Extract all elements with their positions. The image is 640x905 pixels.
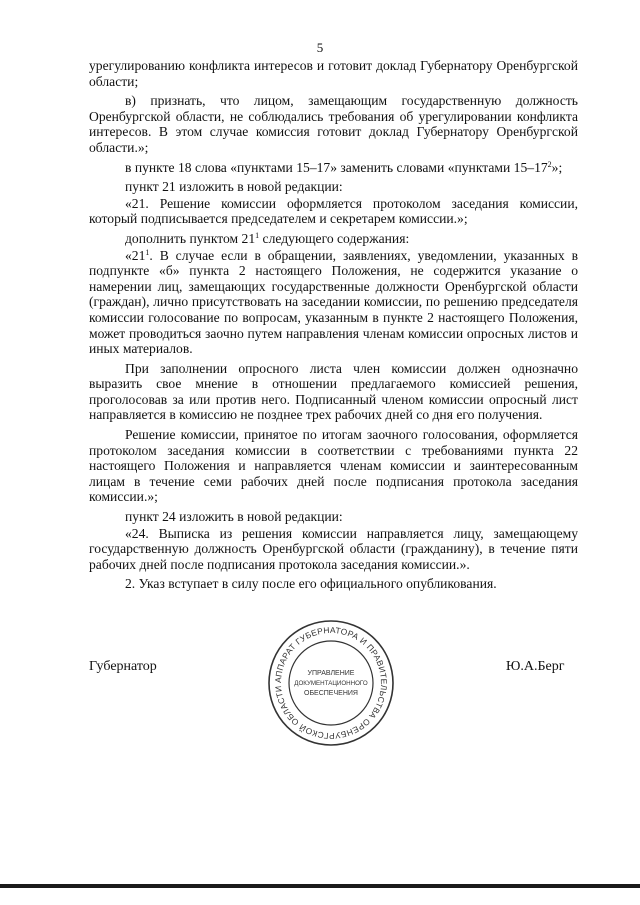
paragraph-text: дополнить пунктом 21 [125,230,256,246]
paragraph: «21. Решение комиссии оформляется протоколом заседания комиссии, который подписывается председателем и секретарем комиссии.»; [89,195,578,227]
paragraph-text: следующего содержания: [259,230,410,246]
signature-title: Губернатор [89,659,157,674]
bottom-border [0,884,640,888]
paragraph [89,231,578,247]
paragraph-text: . В случае если в обращении, заявлениях, уведомлении, указанных в подпункте «б» пункта 2 настоящего Положения, не содержится указание о намерении лиц, замещающих государственные должности Оренбургской области (граждан), лично присутствовать на заседании комиссии, по решению председателя комиссии голосование по вопросам, указанным в пункте 2 настоящего Положения, может проводиться заочно путем направления членам комиссии опросных листов и иных материалов. [89,247,578,357]
paragraph: Решение комиссии, принятое по итогам заочного голосования, оформляется протоколом заседания комиссии в соответствии с требованиями пункта 22 настоящего Положения и направляется членам комиссии и заинтересованным лицам в течение семи рабочих дней после подписания протокола заседания комиссии.»; [89,427,578,505]
superscript: 2 [547,159,552,169]
paragraph: пункт 24 изложить в новой редакции: [125,509,343,525]
paragraph: 2. Указ вступает в силу после его официального опубликования. [125,576,497,592]
paragraph: в) признать, что лицом, замещающим государственную должность Оренбургской области, не соблюдались требования об урегулировании конфликта интересов. В этом случае комиссия готовит доклад Губернатору Оренбургской области.»; [89,93,578,155]
paragraph-text: в пункте 18 слова «пунктами 15–17» заменить словами «пунктами 15–17 [125,159,548,175]
seal-line: УПРАВЛЕНИЕ [307,670,355,677]
paragraph: При заполнении опросного листа член комиссии должен однозначно выразить свое мнение в отношении предлагаемого комиссией решения, проголосовав за или против него. Подписанный членом комиссии опросный лист направляется в комиссию не позднее трех рабочих дней со дня его получения. [89,360,578,423]
paragraph [89,248,578,357]
superscript: 1 [255,230,260,240]
signature-name: Ю.А.Берг [506,659,565,674]
paragraph: пункт 21 изложить в новой редакции: [125,179,343,195]
seal-line: ОБЕСПЕЧЕНИЯ [304,690,358,697]
official-seal [266,618,396,748]
superscript: 1 [145,247,150,257]
seal-ring-text: АППАРАТ ГУБЕРНАТОРА И ПРАВИТЕЛЬСТВА ОРЕНБУРГСКОЙ ОБЛАСТИ [272,624,390,742]
seal-line: ДОКУМЕНТАЦИОННОГО [294,680,368,687]
paragraph-text: »; [551,159,563,175]
page-number: 5 [316,40,324,55]
paragraph [89,160,578,176]
paragraph: урегулированию конфликта интересов и готовит доклад Губернатору Оренбургской области; [89,58,578,89]
document-body [89,58,578,596]
paragraph: «24. Выписка из решения комиссии направляется лицу, замещающему государственную должность Оренбургской области (гражданину), в течение пяти рабочих дней после подписания протокола заседания комиссии.». [89,525,578,572]
paragraph-text: «21 [125,247,146,263]
